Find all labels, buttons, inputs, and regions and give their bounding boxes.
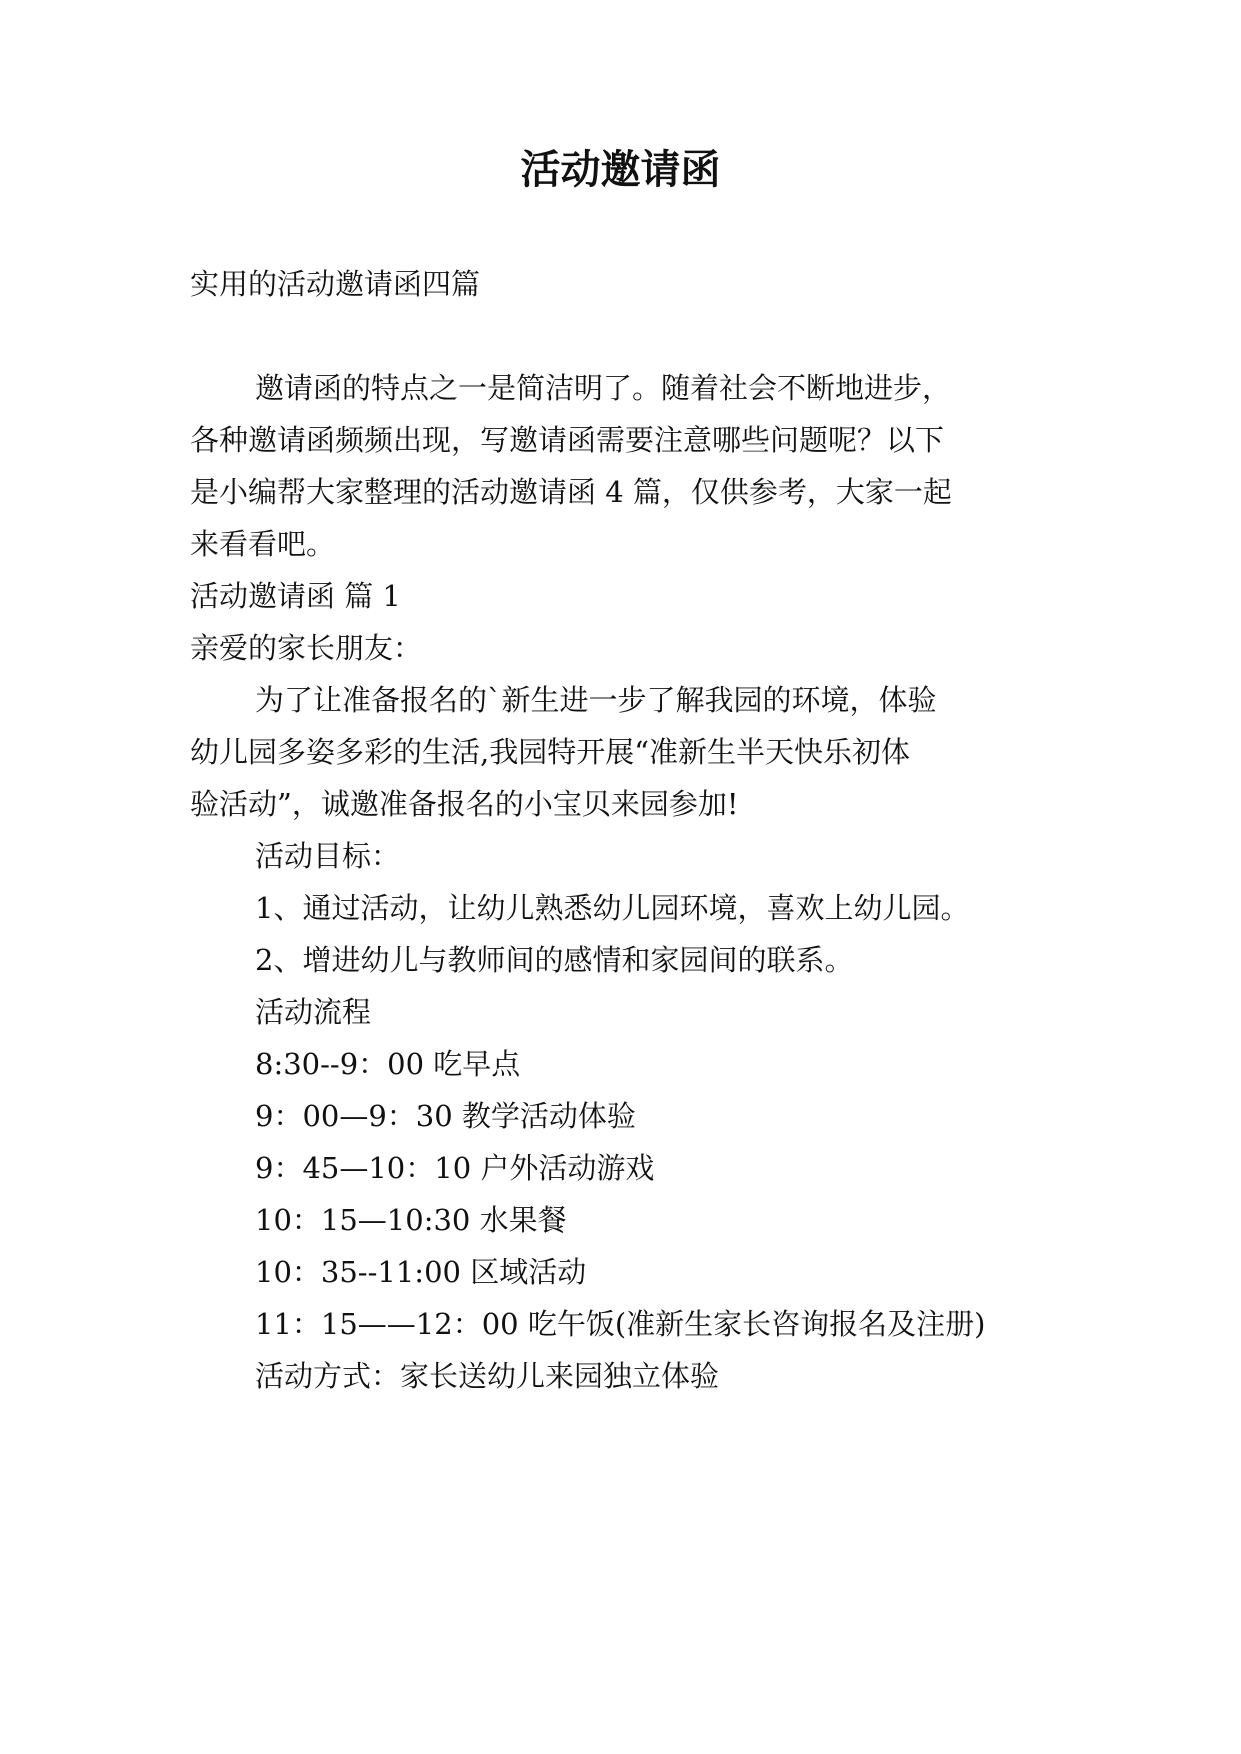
document-subtitle: 实用的活动邀请函四篇 — [190, 267, 481, 301]
section-heading: 活动邀请函 篇 1 — [190, 579, 401, 613]
schedule-item: 9：45—10：10 户外活动游戏 — [255, 1151, 655, 1185]
schedule-item: 11：15——12：00 吃午饭(准新生家长咨询报名及注册) — [255, 1307, 986, 1341]
intro-line: 邀请函的特点之一是简洁明了。随着社会不断地进步， — [255, 371, 952, 405]
goals-heading: 活动目标： — [255, 839, 401, 873]
schedule-item: 10：35--11:00 区域活动 — [255, 1255, 587, 1289]
schedule-heading: 活动流程 — [255, 995, 372, 1029]
goal-item: 2、增进幼儿与教师间的感情和家园间的联系。 — [255, 943, 854, 977]
intro-line: 来看看吧。 — [190, 527, 336, 561]
body-line: 验活动”，诚邀准备报名的小宝贝来园参加! — [190, 787, 739, 821]
activity-method: 活动方式：家长送幼儿来园独立体验 — [255, 1359, 720, 1393]
intro-line: 各种邀请函频频出现，写邀请函需要注意哪些问题呢？以下 — [190, 423, 945, 457]
schedule-item: 9：00—9：30 教学活动体验 — [255, 1099, 636, 1133]
document-title: 活动邀请函 — [520, 146, 721, 193]
body-line: 为了让准备报名的`新生进一步了解我园的环境，体验 — [255, 683, 937, 717]
salutation: 亲爱的家长朋友： — [190, 631, 423, 665]
schedule-item: 8:30--9：00 吃早点 — [255, 1047, 521, 1081]
intro-line: 是小编帮大家整理的活动邀请函 4 篇，仅供参考，大家一起 — [190, 475, 952, 509]
schedule-item: 10：15—10:30 水果餐 — [255, 1203, 567, 1237]
body-line: 幼儿园多姿多彩的生活,我园特开展“准新生半天快乐初体 — [190, 735, 911, 769]
goal-item: 1、通过活动，让幼儿熟悉幼儿园环境，喜欢上幼儿园。 — [255, 891, 970, 925]
